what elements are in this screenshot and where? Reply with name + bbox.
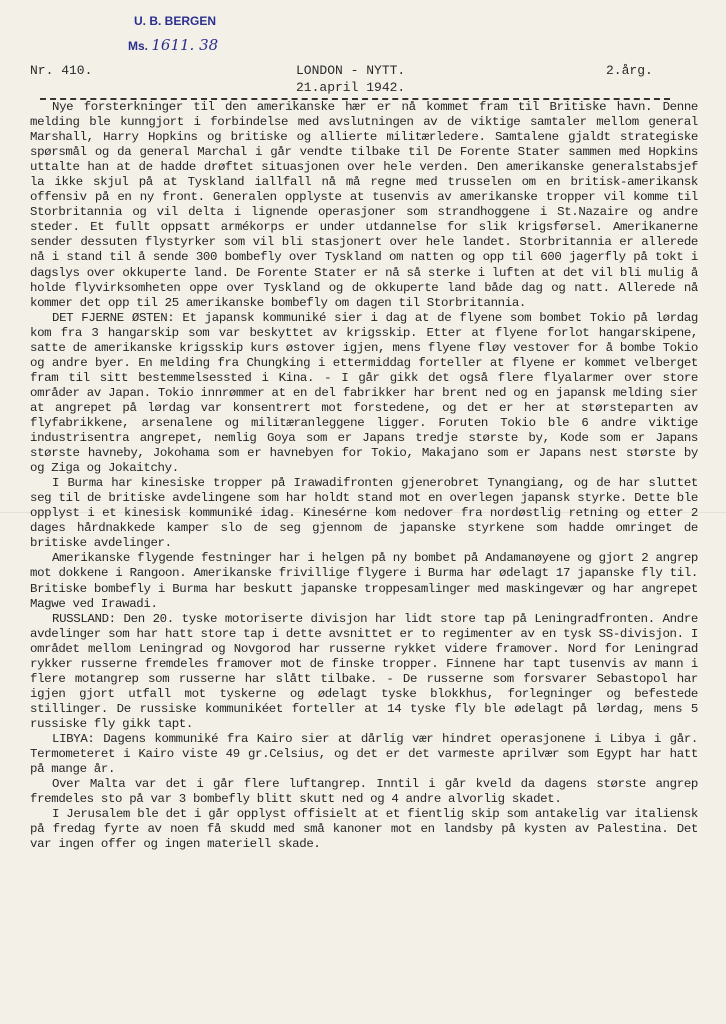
- paragraph-russia: RUSSLAND: Den 20. tyske motoriserte divisjon har lidt store tap på Leningradfronten. Andre avdelinger som har hatt store tap i dette avsnittet er to regimenter av en tysk SS-divisjon. I området mellom Leningrad og Novgorod har russerne rykket videre framover. Nord for Leningrad rykker russerne fremdeles framover mot de finske tropper. Finnene har tapt tusenvis av mann i flere motangrep som russerne har slått tilbake. - De russerne som forsvarer Sebastopol har igjen gjort utfall mot tyskerne og ødelagt tyske blokkhus, forlegninger og befestede stillinger. De russiske kommunikéet forteller at 14 tyske fly ble ødelagt på lørdag, mens 5 russiske fly gikk tapt.: [30, 611, 698, 731]
- masthead: [296, 63, 405, 95]
- stamp-library-name: U. B. BERGEN: [134, 14, 217, 28]
- article-body: [30, 100, 698, 852]
- stamp-ms-number: 1611. 38: [151, 36, 219, 54]
- stamp-ms-line: [128, 36, 218, 54]
- issue-number: Nr. 410.: [30, 63, 93, 78]
- masthead-title: LONDON - NYTT.: [296, 63, 406, 78]
- stamp-ms-label: Ms.: [128, 39, 149, 53]
- paragraph-malta: Over Malta var det i går flere luftangrep. Inntil i går kveld da dagens største angrep fremdeles sto på var 3 bombefly blitt skutt ned og 4 andre alvorlig skadet.: [30, 777, 698, 807]
- paragraph-jerusalem: I Jerusalem ble det i går opplyst offisielt at et fientlig skip som antakelig var italiensk på fredag fyrte av noen få skudd med små kanoner mot en landsby på kysten av Palestina. Det var ingen offer og ingen materiell skade.: [30, 807, 698, 852]
- paragraph-far-east: DET FJERNE ØSTEN: Et japansk kommuniké sier i dag at de flyene som bombet Tokio på lørdag kom fra 3 hangarskip som var beskyttet av krigsskip. Etter at flyene forlot hangarskipene, satte de amerikanske krigsskip kurs østover igjen, mens flyene fløy vestover for å bombe Tokio og andre byer. En melding fra Chungking i ettermiddag forteller at flyene er kommet velberget fram til sitt bestemmelsessted i Kina. - I går gikk det også flere flyalarmer over store områder av Japan. Tokio innrømmer at en del fabrikker har brent ned og en japansk melding sier at angrepet på lørdag var konsentrert mot forstedene, og det er her at størsteparten av flyfabrikkene, arsenalene og militæranleggene ligger. Foruten Tokio ble 6 andre viktige industrisentra angrepet, nemlig Goya som er Japans tredje største by, Kode som er Japans største havneby, Jokohama som er havnebyen for Tokio, Makajano som er Japans nest største by og Ziga og Jokaitchy.: [30, 310, 698, 476]
- paragraph-flying-fortresses: Amerikanske flygende festninger har i helgen på ny bombet på Andamanøyene og gjort 2 angrep mot dokkene i Rangoon. Amerikanske frivillige flygere i Burma har ødelagt 17 japanske fly til. Britiske bombefly i Burma har beskutt japanske troppesamlinger med maskingevær og har angrepet Magwe ved Irawadi.: [30, 551, 698, 611]
- paragraph-libya: LIBYA: Dagens kommuniké fra Kairo sier at dårlig vær hindret operasjonene i Libya i går. Termometeret i Kairo viste 49 gr.Celsius, og det er det varmeste aprilvær som Egypt har hatt på mange år.: [30, 731, 698, 777]
- paragraph-burma: I Burma har kinesiske tropper på Irawadifronten gjenerobret Tynangiang, og de har sluttet seg til de britiske avdelingene som har holdt stand mot en overlegen japansk styrke. Dette ble opplyst i et kinesisk kommuniké idag. Kinesérne kom nedover fra nordøstlig retning og etter 2 dages hårdnakkede kamper slo de seg gjennom de japanske styrkene som hadde omringet de britiske avdelinger.: [30, 476, 698, 551]
- paragraph-marshall-visit: Nye forsterkninger til den amerikanske hær er nå kommet fram til Britiske havn. Denne melding ble kunngjort i forbindelse med avslutningen av de viktige samtaler mellom general Marshall, Harry Hopkins og britiske og allierte militærledere. Samtalene gjaldt strategiske spørsmål og da general Marchal i går vendte tilbake til De Forente Stater sammen med Hopkins uttalte han at de hadde drøftet situasjonen over hele verden. Den amerikanske generalstabsjef la ikke skjul på at Tyskland iallfall nå må regne med trusselen om en britisk-amerikansk offensiv på en ny front. Generalen opplyste at tusenvis av amerikanske tropper vil komme til Storbritannia og vil delta i lignende operasjoner som strandhoggene i St.Nazaire og andre steder. Et fullt oppsatt armékorps er under utdannelse for slik krigsførsel. Amerikanerne sender dessuten flystyrker som vil bli stasjonert over hele landet. Storbritannia er allerede nå i stand til å sende 300 bombefly over Tyskland om natten og opp til 600 jagerfly på tokt i dagslys over okkuperte land. De Forente Stater er nå så sterke i luften at det vil bli mulig å holde flyvirksomheten oppe over Tyskland og de okkuperte land både dag og natt. Allerede nå kommer det opp til 25 amerikanske bombefly om dagen til Storbritannia.: [30, 100, 698, 310]
- masthead-date: 21.april 1942.: [296, 80, 406, 95]
- volume-label: 2.årg.: [606, 63, 653, 78]
